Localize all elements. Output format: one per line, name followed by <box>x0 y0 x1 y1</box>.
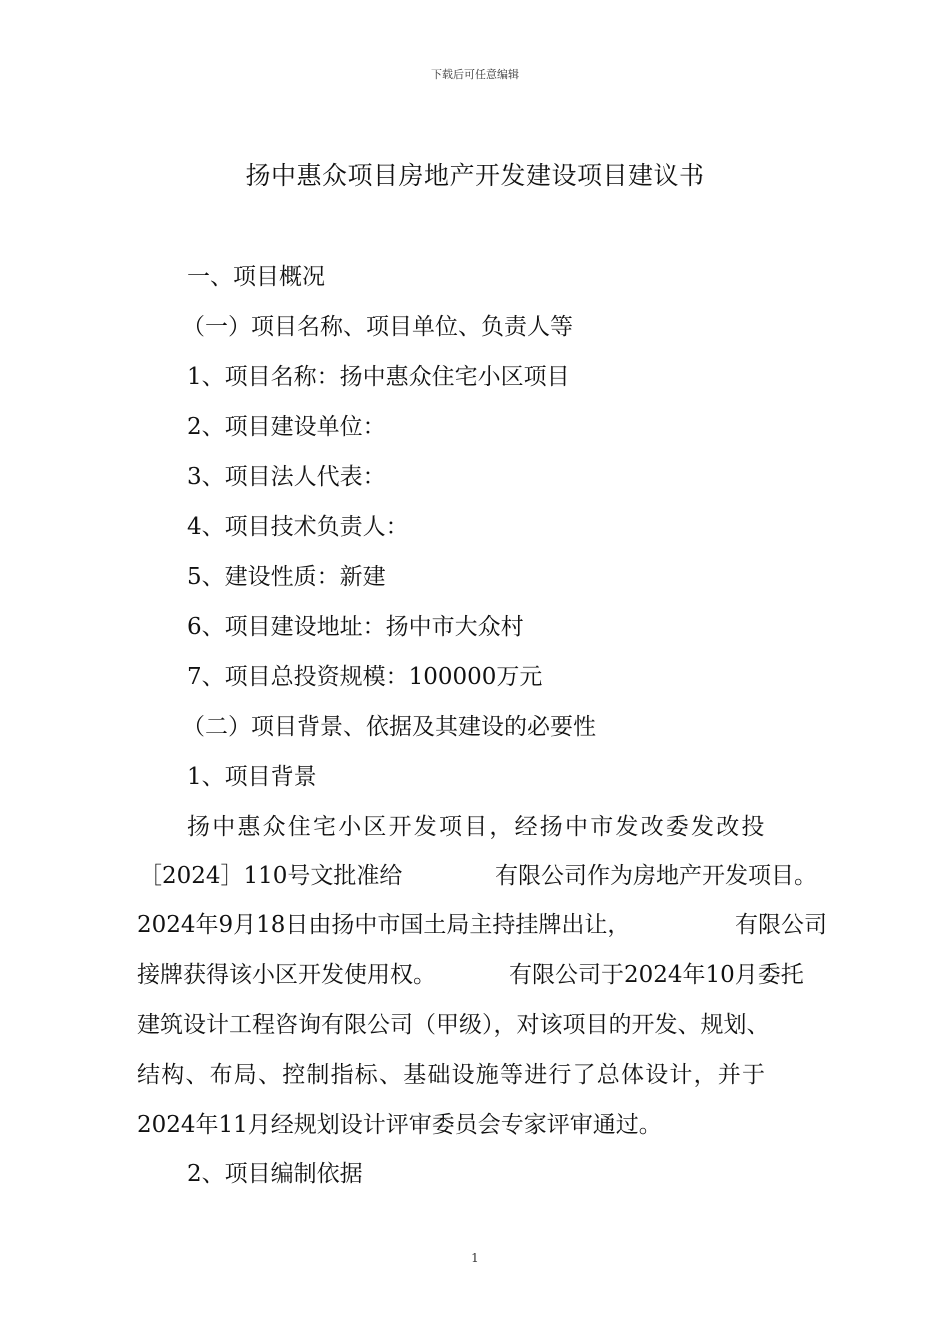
background-line-4-part-2: 有限公司于2024年10月委托 <box>509 962 804 988</box>
item-construction-address: 6、项目建设地址：扬中市大众村 <box>187 614 524 640</box>
subsection-heading-background: （二）项目背景、依据及其建设的必要性 <box>182 714 596 740</box>
document-title: 扬中惠众项目房地产开发建设项目建议书 <box>245 161 705 190</box>
background-line-3-part-1: 2024年9月18日由扬中市国土局主持挂牌出让， <box>137 912 631 938</box>
background-heading: 1、项目背景 <box>187 764 317 790</box>
background-line-2-part-1: ［2024］110号文批准给 <box>139 863 403 889</box>
background-line-2 <box>137 857 857 887</box>
item-project-name: 1、项目名称：扬中惠众住宅小区项目 <box>187 364 570 390</box>
header-note: 下载后可任意编辑 <box>431 68 519 81</box>
background-line-6: 结构、布局、控制指标、基础设施等进行了总体设计，并于 <box>137 1062 767 1088</box>
section-heading-overview: 一、项目概况 <box>187 264 325 290</box>
page-number: 1 <box>471 1251 479 1265</box>
item-legal-representative: 3、项目法人代表： <box>187 464 386 490</box>
subsection-heading-project-info: （一）项目名称、项目单位、负责人等 <box>182 314 573 340</box>
background-line-7: 2024年11月经规划设计评审委员会专家评审通过。 <box>137 1112 662 1138</box>
background-line-4-part-1: 接牌获得该小区开发使用权。 <box>137 962 436 988</box>
item-technical-lead: 4、项目技术负责人： <box>187 514 409 540</box>
item-construction-nature: 5、建设性质：新建 <box>187 564 386 590</box>
background-line-5: 建筑设计工程咨询有限公司（甲级），对该项目的开发、规划、 <box>137 1012 770 1038</box>
background-line-2-part-2: 有限公司作为房地产开发项目。 <box>495 863 817 889</box>
item-total-investment: 7、项目总投资规模：100000万元 <box>187 664 543 690</box>
basis-heading: 2、项目编制依据 <box>187 1161 363 1187</box>
background-line-4 <box>137 956 857 986</box>
background-line-3-part-2: 有限公司 <box>735 912 827 938</box>
background-line-3 <box>137 906 857 936</box>
background-line-1: 扬中惠众住宅小区开发项目，经扬中市发改委发改投 <box>187 814 767 840</box>
item-construction-unit: 2、项目建设单位： <box>187 414 386 440</box>
